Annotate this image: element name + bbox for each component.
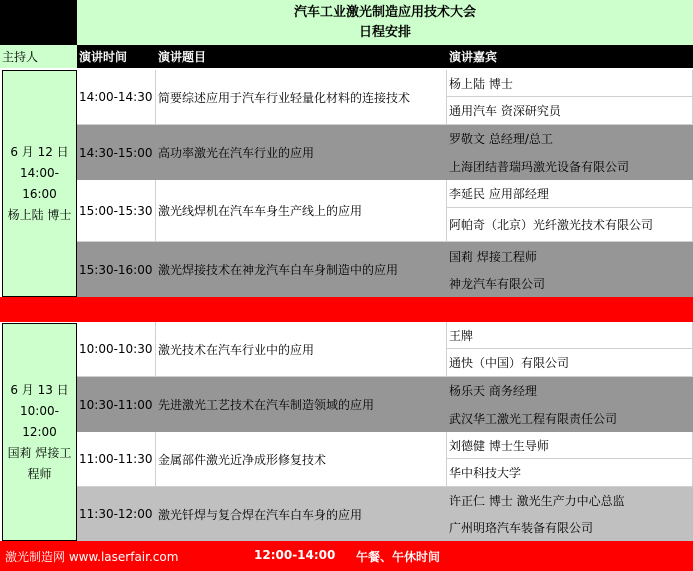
title-line-2: 日程安排 <box>358 24 411 40</box>
session-topic: 高功率激光在汽车行业的应用 <box>156 125 447 180</box>
day2-host-name-line2: 程师 <box>27 466 52 481</box>
column-header-host: 主持人 <box>0 45 77 68</box>
session-topic: 激光线焊机在汽车车身生产线上的应用 <box>156 180 447 242</box>
session-speaker: 国莉 焊接工程师 <box>447 242 693 270</box>
day2-time-range: 10:00-12:00 <box>20 403 59 439</box>
footer-site-link[interactable]: 激光制造网 www.laserfair.com <box>5 550 179 564</box>
session-time: 15:30-16:00 <box>77 242 156 297</box>
session-organization: 通快（中国）有限公司 <box>447 349 693 377</box>
session-speaker: 杨上陆 博士 <box>447 70 693 97</box>
session-time: 10:30-11:00 <box>77 377 156 432</box>
title-line-1: 汽车工业激光制造应用技术大会 <box>293 4 476 20</box>
session-speaker: 杨乐天 商务经理 <box>447 377 693 404</box>
session-topic: 激光焊接技术在神龙汽车白车身制造中的应用 <box>156 242 447 297</box>
session-topic: 激光钎焊与复合焊在汽车白车身的应用 <box>156 487 447 541</box>
day-divider-bar <box>0 297 693 322</box>
session-organization: 通用汽车 资深研究员 <box>447 97 693 125</box>
page-title <box>77 0 693 45</box>
session-speaker: 王牌 <box>447 322 693 349</box>
session-topic: 激光技术在汽车行业中的应用 <box>156 322 447 377</box>
day1-date: 6 月 12 日 <box>10 144 69 159</box>
session-speaker: 罗敬文 总经理/总工 <box>447 125 693 152</box>
column-header-speaker: 演讲嘉宾 <box>447 45 693 68</box>
day1-time-range: 14:00-16:00 <box>20 165 59 201</box>
column-header-time: 演讲时间 <box>77 45 156 68</box>
session-organization: 神龙汽车有限公司 <box>447 270 693 297</box>
session-organization: 华中科技大学 <box>447 459 693 487</box>
day1-host-name: 杨上陆 博士 <box>7 207 72 222</box>
session-topic: 简要综述应用于汽车行业轻量化材料的连接技术 <box>156 70 447 125</box>
corner-black-cell <box>0 0 77 45</box>
session-speaker: 许正仁 博士 激光生产力中心总监 <box>447 487 693 514</box>
session-time: 11:30-12:00 <box>77 487 156 541</box>
column-header-topic: 演讲题目 <box>156 45 447 68</box>
session-time: 14:30-15:00 <box>77 125 156 180</box>
session-time: 11:00-11:30 <box>77 432 156 487</box>
session-topic: 先进激光工艺技术在汽车制造领域的应用 <box>156 377 447 432</box>
day2-host-name-line1: 国莉 焊接工 <box>7 445 72 460</box>
session-speaker: 李延民 应用部经理 <box>447 180 693 208</box>
session-topic: 金属部件激光近净成形修复技术 <box>156 432 447 487</box>
session-organization: 阿帕奇（北京）光纤激光技术有限公司 <box>447 208 693 242</box>
day1-host-cell <box>2 70 77 297</box>
session-organization: 武汉华工激光工程有限责任公司 <box>447 404 693 432</box>
session-organization: 上海团结普瑞玛激光设备有限公司 <box>447 152 693 180</box>
day2-date: 6 月 13 日 <box>10 382 69 397</box>
session-organization: 广州明珞汽车装备有限公司 <box>447 514 693 541</box>
session-time: 15:00-15:30 <box>77 180 156 242</box>
day2-host-cell <box>2 323 77 541</box>
session-speaker: 刘德健 博士生导师 <box>447 432 693 459</box>
footer-lunch-label: 午餐、午休时间 <box>356 550 441 564</box>
session-time: 14:00-14:30 <box>77 70 156 125</box>
session-time: 10:00-10:30 <box>77 322 156 377</box>
footer-lunch-time: 12:00-14:00 <box>254 548 336 562</box>
